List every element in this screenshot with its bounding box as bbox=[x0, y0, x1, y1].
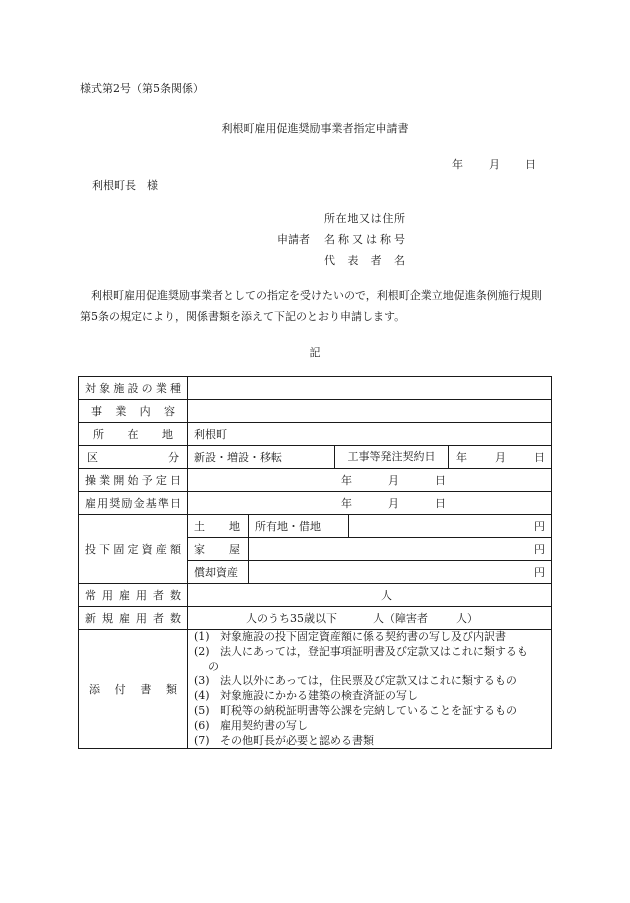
row-land bbox=[79, 515, 552, 538]
row-attachments bbox=[79, 630, 552, 749]
date-year-label: 年 bbox=[452, 158, 463, 171]
date-month-label: 月 bbox=[489, 158, 500, 171]
attachment-item: (2) 法人にあっては，登記事項証明書及び定款又はこれに類するも bbox=[194, 644, 528, 658]
address-label: 所在地又は住所 bbox=[324, 212, 405, 225]
new-employees-part3: 人） bbox=[456, 612, 478, 625]
contract-month-label: 月 bbox=[495, 451, 506, 464]
applicant-label: 申請者 bbox=[277, 233, 310, 246]
start-date-label: 操業開始予定日 bbox=[79, 469, 188, 492]
attachment-item: (3) 法人以外にあっては，住民票及び定款又はこれに類するもの bbox=[194, 674, 517, 688]
page-title: 利根町雇用促進奨励事業者指定申請書 bbox=[221, 122, 409, 135]
row-new-employees bbox=[79, 607, 552, 630]
base-day-label: 日 bbox=[435, 497, 446, 510]
land-type[interactable]: 所有地・借地 bbox=[249, 515, 349, 538]
form-number: 様式第2号（第5条関係） bbox=[80, 82, 204, 95]
division-options[interactable]: 新設・増設・移転 bbox=[188, 446, 335, 469]
row-business bbox=[79, 400, 552, 423]
row-base-date bbox=[79, 492, 552, 515]
addressee: 利根町長 様 bbox=[92, 179, 158, 192]
contract-day-label: 日 bbox=[534, 451, 545, 464]
land-yen-label: 円 bbox=[534, 520, 545, 533]
date-day-label: 日 bbox=[525, 158, 536, 171]
ki-heading: 記 bbox=[309, 346, 321, 359]
depreciable-label: 償却資産 bbox=[188, 561, 249, 584]
business-label: 事業内容 bbox=[79, 400, 188, 423]
new-employees-part1: 人のうち35歳以下 bbox=[246, 612, 337, 625]
new-employees-label: 新規雇用者数 bbox=[79, 607, 188, 630]
business-field[interactable] bbox=[188, 400, 552, 423]
regular-employees-label: 常用雇用者数 bbox=[79, 584, 188, 607]
building-label: 家屋 bbox=[188, 538, 249, 561]
attachment-item: (1) 対象施設の投下固定資産額に係る契約書の写し及び内訳書 bbox=[194, 630, 506, 643]
industry-field[interactable] bbox=[188, 377, 552, 400]
land-label: 土地 bbox=[188, 515, 249, 538]
depreciable-amount-field[interactable] bbox=[249, 561, 552, 584]
new-employees-field[interactable] bbox=[188, 607, 552, 630]
row-start-date bbox=[79, 469, 552, 492]
attachment-item: (5) 町税等の納税証明書等公課を完納していることを証するもの bbox=[194, 703, 517, 717]
application-table bbox=[78, 376, 552, 749]
location-field[interactable]: 利根町 bbox=[188, 423, 552, 446]
base-year-label: 年 bbox=[341, 497, 352, 510]
fixed-assets-label: 投下固定資産額 bbox=[79, 515, 188, 584]
regular-employees-unit: 人 bbox=[381, 589, 392, 602]
contract-date-label: 工事等発注契約日 bbox=[335, 446, 449, 468]
division-label: 区分 bbox=[79, 446, 188, 469]
regular-employees-field[interactable] bbox=[188, 584, 552, 607]
base-month-label: 月 bbox=[388, 497, 399, 510]
start-year-label: 年 bbox=[341, 474, 352, 487]
land-amount-field[interactable] bbox=[349, 515, 552, 538]
base-date-field[interactable] bbox=[188, 492, 552, 515]
attachment-item: (7) その他町長が必要と認める書類 bbox=[194, 733, 374, 747]
location-label: 所在地 bbox=[79, 423, 188, 446]
row-industry bbox=[79, 377, 552, 400]
attachment-item: (6) 雇用契約書の写し bbox=[194, 718, 308, 732]
row-division bbox=[79, 446, 552, 469]
name-label: 名称又は称号 bbox=[324, 233, 405, 246]
row-location bbox=[79, 423, 552, 446]
start-month-label: 月 bbox=[388, 474, 399, 487]
contract-year-label: 年 bbox=[456, 451, 467, 464]
attachment-item: (4) 対象施設にかかる建築の検査済証の写し bbox=[194, 689, 418, 703]
building-amount-field[interactable] bbox=[249, 538, 552, 561]
depreciable-yen-label: 円 bbox=[534, 566, 545, 579]
application-statement: 利根町雇用促進奨励事業者としての指定を受けたいので，利根町企業立地促進条例施行規則第5条の規定により，関係書類を添えて下記のとおり申請します。 bbox=[80, 289, 542, 323]
base-date-label: 雇用奨励金基準日 bbox=[79, 492, 188, 515]
new-employees-part2: 人（障害者 bbox=[373, 612, 428, 625]
attachment-item-continuation: の bbox=[208, 659, 219, 673]
row-regular-employees bbox=[79, 584, 552, 607]
contract-date-cell bbox=[335, 446, 552, 469]
representative-label: 代表者名 bbox=[324, 254, 405, 267]
attachments-label: 添付書類 bbox=[79, 630, 188, 749]
industry-label: 対象施設の業種 bbox=[79, 377, 188, 400]
start-day-label: 日 bbox=[435, 474, 446, 487]
building-yen-label: 円 bbox=[534, 543, 545, 556]
attachments-list bbox=[188, 630, 552, 749]
start-date-field[interactable] bbox=[188, 469, 552, 492]
